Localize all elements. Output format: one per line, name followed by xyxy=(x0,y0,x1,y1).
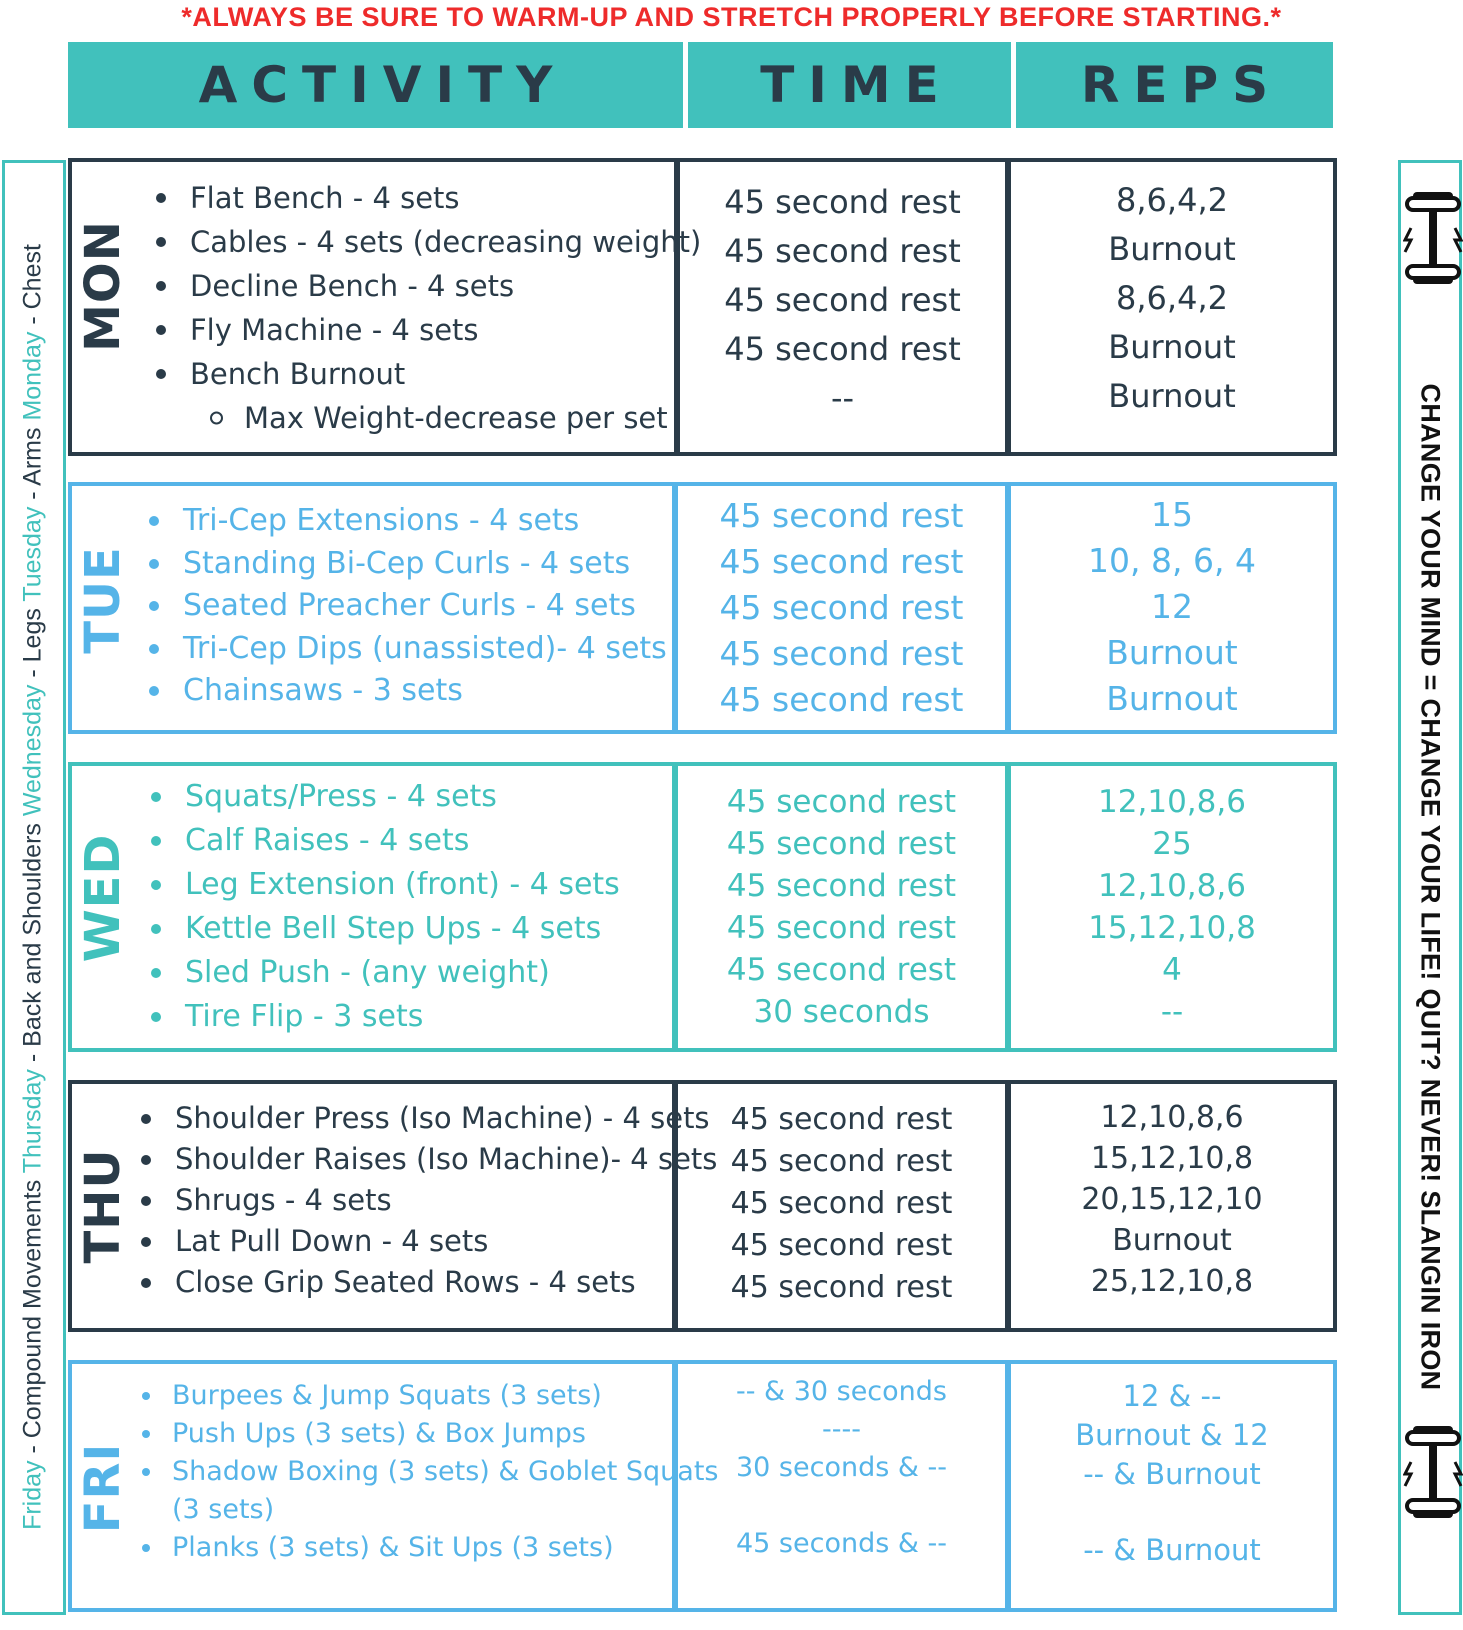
list-item: Cables - 4 sets (decreasing weight) xyxy=(190,220,701,264)
friday-reps-column: 12 & -- Burnout & 12 -- & Burnout -- & Burnout xyxy=(1075,1379,1269,1567)
list-item: Decline Bench - 4 sets xyxy=(190,264,701,308)
list-item: Bench Burnout xyxy=(190,352,701,396)
header-activity: ACTIVITY xyxy=(68,42,683,128)
weekly-split-label xyxy=(19,244,48,1530)
list-item: Kettle Bell Step Ups - 4 sets xyxy=(185,907,620,951)
list-item: Lat Pull Down - 4 sets xyxy=(175,1221,717,1262)
day-label-tue: TUE xyxy=(75,546,131,654)
monday-reps-column: 8,6,4,2 Burnout 8,6,4,2 Burnout Burnout xyxy=(1108,181,1236,415)
list-item: Push Ups (3 sets) & Box Jumps xyxy=(172,1415,718,1453)
thursday-reps-column: 12,10,8,6 15,12,10,8 20,15,12,10 Burnout 25,12,10,8 xyxy=(1081,1100,1263,1299)
list-item-continuation: (3 sets) xyxy=(172,1494,275,1525)
list-item: Seated Preacher Curls - 4 sets xyxy=(183,585,667,628)
list-item: Leg Extension (front) - 4 sets xyxy=(185,863,620,907)
wednesday-time-column: 45 second rest 45 second rest 45 second rest 45 second rest 45 second rest 30 seconds xyxy=(726,784,957,1030)
list-item: Shrugs - 4 sets xyxy=(175,1180,717,1221)
dumbbell-icon xyxy=(1403,1422,1463,1522)
motto-label: CHANGE YOUR MIND = CHANGE YOUR LIFE! QUIT? NEVER! SLANGIN IRON xyxy=(1415,383,1446,1391)
wednesday-focus: - Legs xyxy=(18,601,47,685)
list-item: Max Weight-decrease per set xyxy=(244,396,701,440)
thursday-focus: - Back and Shoulders xyxy=(18,816,47,1070)
list-item: Tri-Cep Dips (unassisted)- 4 sets xyxy=(183,628,667,671)
list-item: Close Grip Seated Rows - 4 sets xyxy=(175,1262,717,1303)
list-item: Shoulder Press (Iso Machine) - 4 sets xyxy=(175,1098,717,1139)
tuesday-activity-list xyxy=(183,500,667,713)
list-item: Sled Push - (any weight) xyxy=(185,951,620,995)
list-item: Burpees & Jump Squats (3 sets) xyxy=(172,1377,718,1415)
dumbbell-icon xyxy=(1403,188,1463,288)
day-label-mon: MON xyxy=(75,220,131,352)
monday-label: Monday xyxy=(18,331,47,421)
list-item: Shoulder Raises (Iso Machine)- 4 sets xyxy=(175,1139,717,1180)
day-label-fri: FRI xyxy=(75,1442,131,1534)
day-label-thu: THU xyxy=(75,1148,131,1264)
tuesday-time-column: 45 second rest 45 second rest 45 second rest 45 second rest 45 second rest xyxy=(719,496,964,719)
monday-focus: - Chest xyxy=(18,244,47,332)
header-reps: REPS xyxy=(1016,42,1333,128)
friday-activity-list xyxy=(172,1377,718,1567)
wednesday-label: Wednesday xyxy=(18,684,47,817)
monday-time-column: 45 second rest 45 second rest 45 second rest 45 second rest -- xyxy=(724,183,961,417)
list-item: Tire Flip - 3 sets xyxy=(185,995,620,1039)
list-item: Fly Machine - 4 sets xyxy=(190,308,701,352)
friday-focus: - Compound Movements xyxy=(18,1173,47,1461)
list-item: Chainsaws - 3 sets xyxy=(183,670,667,713)
thursday-label: Thursday xyxy=(18,1069,47,1174)
list-item: Shadow Boxing (3 sets) & Goblet Squats xyxy=(172,1453,718,1491)
thursday-time-column: 45 second rest 45 second rest 45 second rest 45 second rest 45 second rest xyxy=(730,1102,953,1305)
friday-time-column: -- & 30 seconds ---- 30 seconds & -- 45 seconds & -- xyxy=(735,1376,947,1559)
monday-activity-list xyxy=(190,176,701,440)
friday-label: Friday xyxy=(18,1460,47,1530)
list-item: Planks (3 sets) & Sit Ups (3 sets) xyxy=(172,1529,718,1567)
list-item: Tri-Cep Extensions - 4 sets xyxy=(183,500,667,543)
list-item: Squats/Press - 4 sets xyxy=(185,775,620,819)
warmup-banner: *ALWAYS BE SURE TO WARM-UP AND STRETCH PROPERLY BEFORE STARTING.* xyxy=(181,2,1282,32)
wednesday-activity-list xyxy=(185,775,620,1039)
tuesday-focus: - Arms xyxy=(18,420,47,507)
wednesday-reps-column: 12,10,8,6 25 12,10,8,6 15,12,10,8 4 -- xyxy=(1088,784,1256,1030)
list-item: Calf Raises - 4 sets xyxy=(185,819,620,863)
header-time: TIME xyxy=(688,42,1011,128)
tuesday-reps-column: 15 10, 8, 6, 4 12 Burnout Burnout xyxy=(1088,495,1256,718)
tuesday-label: Tuesday xyxy=(18,506,47,602)
thursday-activity-list xyxy=(175,1098,717,1303)
day-label-wed: WED xyxy=(75,833,131,963)
list-item: Flat Bench - 4 sets xyxy=(190,176,701,220)
list-item: Standing Bi-Cep Curls - 4 sets xyxy=(183,543,667,586)
